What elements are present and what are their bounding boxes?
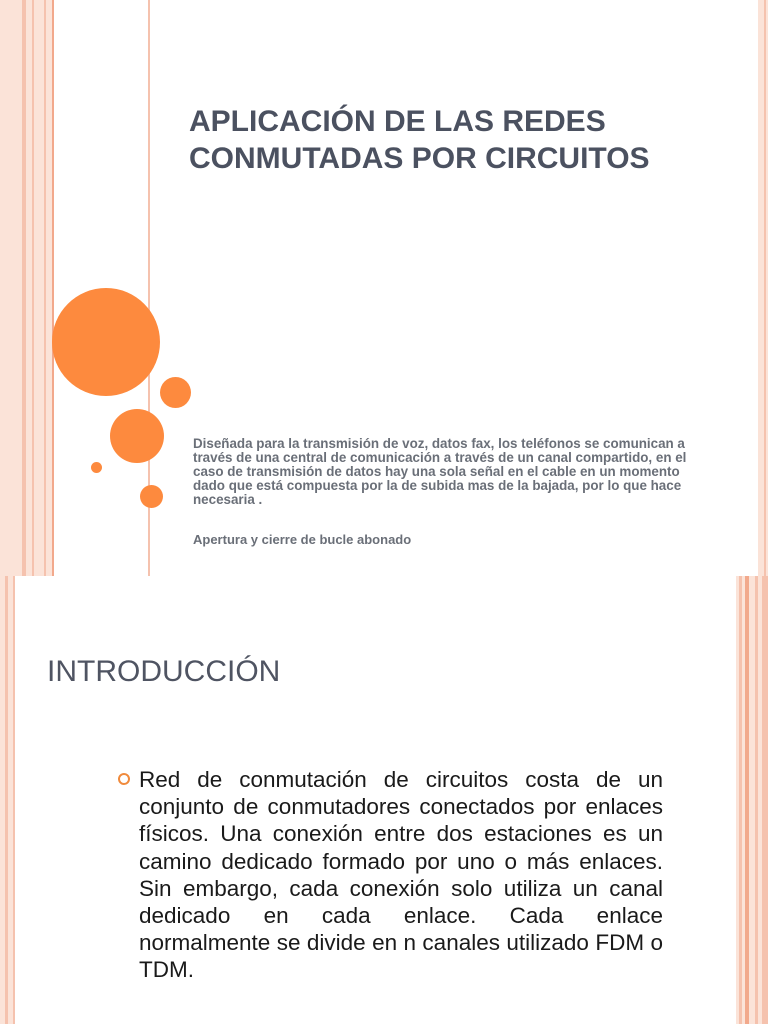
decorative-stripe <box>52 0 54 576</box>
slide-title: APLICACIÓN DE LAS REDES CONMUTADAS POR CIRCUITOS <box>189 105 650 175</box>
slide-title: INTRODUCCIÓN <box>47 655 281 688</box>
decorative-stripe <box>764 0 766 576</box>
slide-subtitle-line: Apertura y cierre de bucle abonado <box>193 532 412 547</box>
decorative-stripe <box>762 576 768 1024</box>
bullet-text: Red de conmutación de circuitos costa de un conjunto de conmutadores conectados por enlaces físicos. Una conexión entre dos estaciones es un camino dedicado formado por uno o más enlaces. Sin embargo, cada conexión solo utiliza un canal dedicado en cada enlace. Cada enlace normalmente se divide en n canales utilizado FDM o TDM. <box>139 767 663 983</box>
decorative-stripe <box>0 0 22 576</box>
bullet-item <box>118 766 663 984</box>
decorative-circle-small <box>160 377 191 408</box>
decorative-stripe <box>34 0 44 576</box>
slide-subtitle-paragraph: Diseñada para la transmisión de voz, datos fax, los teléfonos se comunican a través de una central de comunicación a través de un canal compartido, en el caso de transmisión de datos hay una sola señal en el cable en un momento dado que está compuesta por la de subida mas de la bajada, por lo que hace necesaria . <box>193 436 687 507</box>
slide-2 <box>0 576 768 1024</box>
decorative-circle-small <box>140 485 163 508</box>
decorative-stripe <box>13 576 15 1024</box>
ring-bullet-icon <box>118 773 130 785</box>
decorative-stripe <box>758 0 768 576</box>
decorative-circle-large <box>52 288 160 396</box>
decorative-circle-tiny <box>91 462 102 473</box>
decorative-circle-medium <box>110 409 164 463</box>
